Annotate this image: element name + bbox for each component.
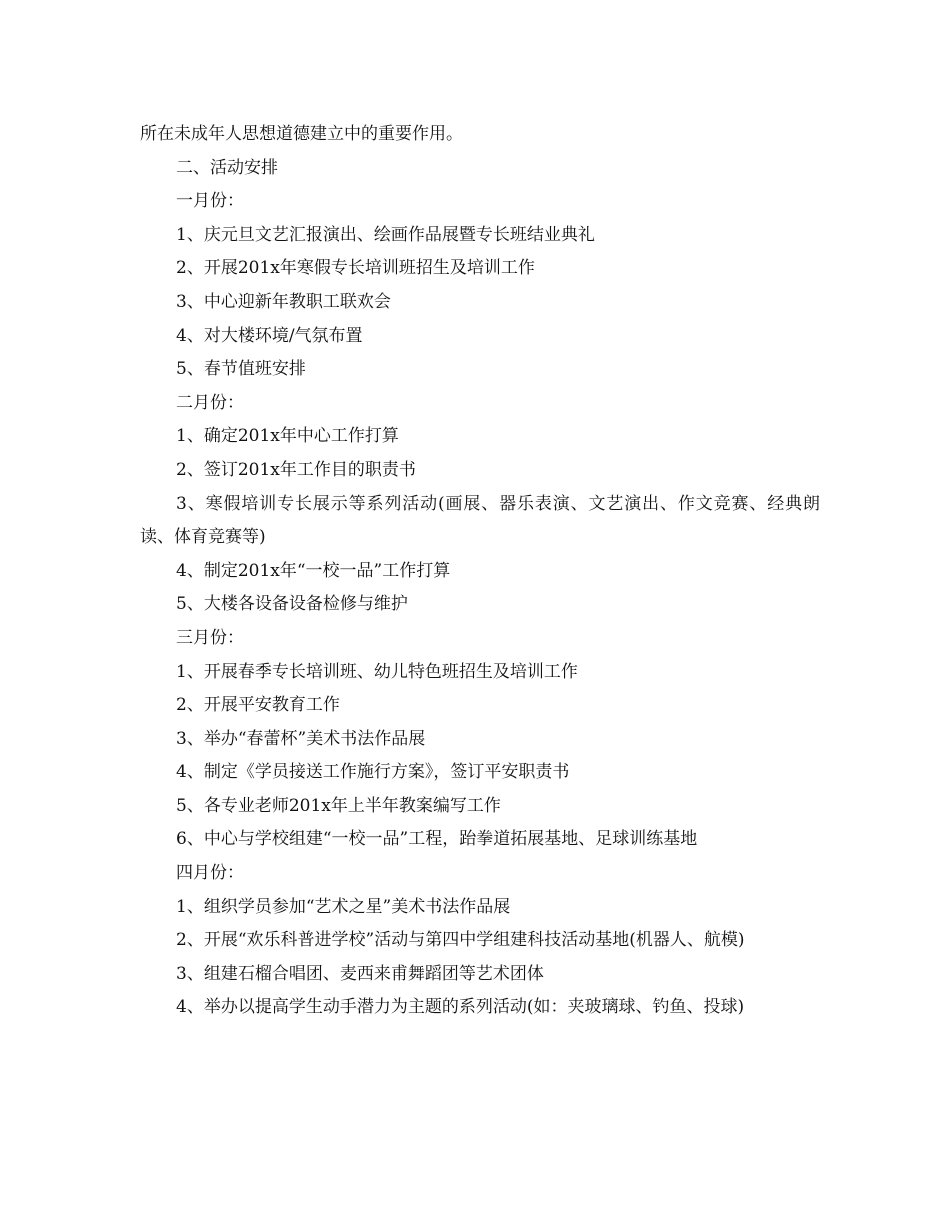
document-body [140,118,820,1025]
list-item: 1、庆元旦文艺汇报演出、绘画作品展暨专长班结业典礼 [176,224,595,245]
list-item: 3、中心迎新年教职工联欢会 [176,291,391,312]
list-item: 1、确定201x年中心工作打算 [176,426,399,447]
list-item: 5、各专业老师201x年上半年教案编写工作 [176,795,501,816]
text-line: 所在未成年人思想道德建立中的重要作用。 [140,124,463,144]
list-item: 2、签订201x年工作目的职责书 [176,459,416,480]
list-item: 3、举办“春蕾杯”美术书法作品展 [176,728,426,749]
list-item: 2、开展201x年寒假专长培训班招生及培训工作 [176,258,535,279]
month-heading-february: 二月份： [176,392,244,413]
list-item: 4、举办以提高学生动手潜力为主题的系列活动(如：夹玻璃球、钓鱼、投球) [176,997,745,1018]
list-item: 2、开展平安教育工作 [176,695,340,716]
month-heading-march: 三月份： [176,627,244,648]
list-item: 1、开展春季专长培训班、幼儿特色班招生及培训工作 [176,661,578,682]
list-item: 1、组织学员参加“艺术之星”美术书法作品展 [176,896,511,917]
list-item: 6、中心与学校组建“一校一品”工程，跆拳道拓展基地、足球训练基地 [176,829,698,850]
list-item: 5、春节值班安排 [176,359,306,380]
list-item: 4、制定201x年“一校一品”工作打算 [176,560,451,581]
list-item: 3、组建石榴合唱团、麦西来甫舞蹈团等艺术团体 [176,963,544,984]
month-heading-april: 四月份： [176,863,244,884]
list-item: 4、制定《学员接送工作施行方案》，签订平安职责书 [176,762,570,783]
list-item: 4、对大楼环境/气氛布置 [176,325,363,346]
list-item: 2、开展“欢乐科普进学校”活动与第四中学组建科技活动基地(机器人、航模) [176,930,745,951]
section-heading: 二、活动安排 [176,157,278,178]
month-heading-january: 一月份： [176,191,244,212]
list-item: 3、寒假培训专长展示等系列活动(画展、器乐表演、文艺演出、作文竞赛、经典朗读、体育竞赛等) [140,493,820,548]
list-item: 5、大楼各设备设备检修与维护 [176,594,408,615]
